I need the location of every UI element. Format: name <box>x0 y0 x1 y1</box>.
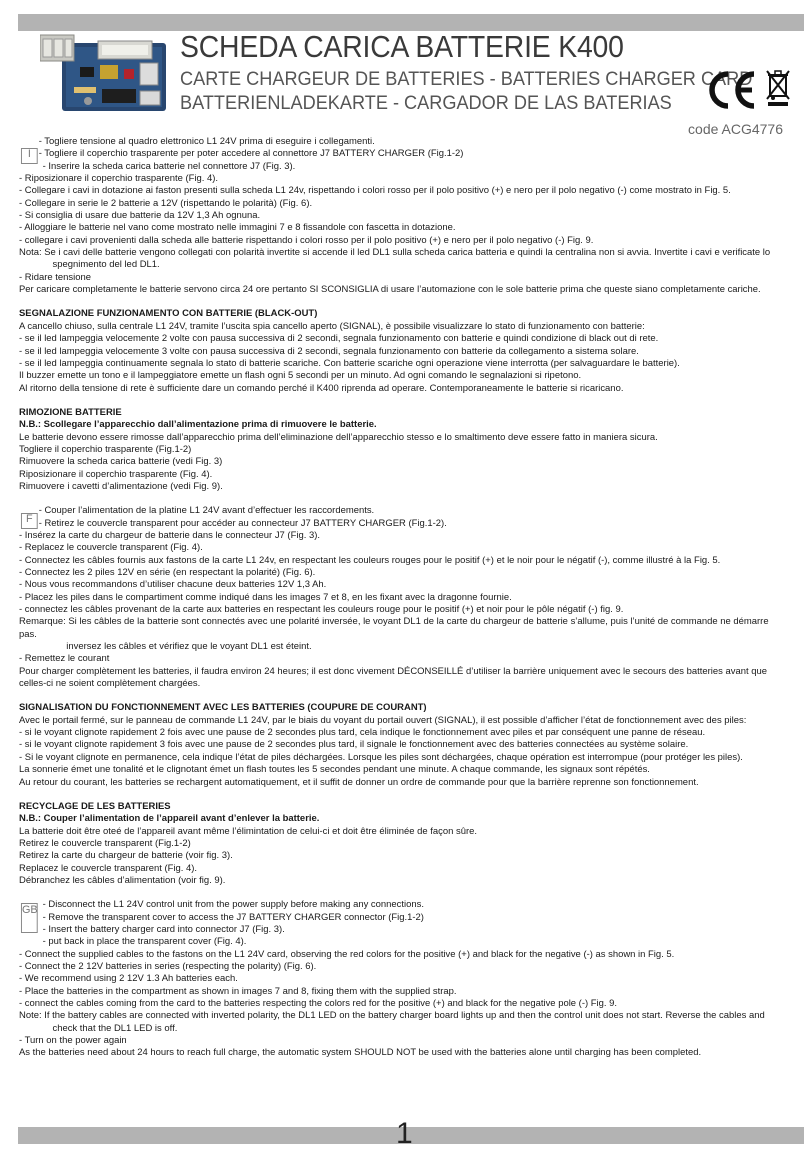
it-remove-line: Rimuovere la scheda carica batterie (vedi Fig. 3) <box>19 456 223 468</box>
it-step-1: - Togliere tensione al quadro elettronico L1 24V prima di eseguire i collegamenti. <box>38 136 375 147</box>
gb-note: Note: If the battery cables are connected with inverted polarity, the DL1 LED on the battery charger board lights up and then the control unit does not start. Reverse the cables and check that the DL1 LED is off. <box>19 1010 765 1034</box>
it-step-5: - Collegare i cavi in dotazione ai faston presenti sulla scheda L1 24v, rispettando i colori rosso per il polo positivo (+) e nero per il polo negativo (-) come mostrato in Fig. 5. <box>19 185 731 197</box>
fr-signal-line: - Si le voyant clignote en permanence, cela indique l’état de piles déchargées. Lorsque les piles sont déchargées, chaque opération est interrompue (pour protéger les piles). <box>19 751 743 763</box>
lang-badge-gb: GB <box>21 903 38 933</box>
fr-charge: Pour charger complètement les batteries, il faudra environ 24 heures; il est donc vivement DÉCONSEILLÉ d’utiliser la barrière uniquement avec le secours des batteries avant que celles-ci ne soient complètement chargées. <box>19 665 767 690</box>
it-step-6: - Collegare in serie le 2 batterie a 12V (rispettando le polarità) (Fig. 6). <box>19 197 313 209</box>
it-signal-line: - se il led lampeggia velocemente 2 volte con pausa successiva di 2 secondi, segnala funzionamento con batterie e quindi condizione di black out di rete. <box>19 333 659 345</box>
section-english <box>19 899 782 1059</box>
fr-recycle-line: Retirez le couvercle transparent (Fig.1-2) <box>19 837 191 849</box>
it-remove-line: Togliere il coperchio trasparente (Fig.1-2) <box>19 443 192 455</box>
it-step-8: - Alloggiare le batterie nel vano come mostrato nelle immagini 7 e 8 fissandole con fascetta in dotazione. <box>19 222 456 234</box>
fr-recycle-line: Retirez la carte du chargeur de batterie (voir fig. 3). <box>19 850 233 862</box>
fr-step-3: - Insérez la carte du chargeur de batterie dans le connecteur J7 (Fig. 3). <box>19 529 320 541</box>
it-signal-heading: SEGNALAZIONE FUNZIONAMENTO CON BATTERIE (BLACK-OUT) <box>19 308 318 320</box>
fr-step-7: - Nous vous recommandons d’utiliser chacune deux batteries 12V 1,3 Ah. <box>19 579 327 591</box>
fr-signal-line: Au retour du courant, les batteries se rechargent automatiquement, et il suffit de donner un ordre de commande pour que la barrière reprenne son fonctionnement. <box>19 776 699 788</box>
it-signal-line: A cancello chiuso, sulla centrale L1 24V, tramite l’uscita spia cancello aperto (SIGNAL), è possibile visualizzare lo stato di funzionamento con batterie: <box>19 320 645 332</box>
gb-step-6: - Connect the 2 12V batteries in series (respecting the polarity) (Fig. 6). <box>19 960 317 972</box>
product-code: code ACG4776 <box>688 121 783 137</box>
fr-recycle-line: La batterie doit être oteé de l’appareil avant même l’élimintation de celui-ci et doit être éliminée de façon sûre. <box>19 825 478 837</box>
fr-step-2: - Retirez le couvercle transparent pour accéder au connecteur J7 BATTERY CHARGER (Fig.1-2). <box>38 517 447 529</box>
gb-step-4: - put back in place the transparent cover (Fig. 4). <box>42 936 247 948</box>
fr-note-continued: inversez les câbles et vérifiez que le voyant DL1 est éteint. <box>66 641 312 653</box>
fr-signal-heading: SIGNALISATION DU FONCTIONNEMENT AVEC LES BATTERIES (COUPURE DE COURANT) <box>19 702 427 714</box>
it-remove-nb: N.B.: Scollegare l’apparecchio dall’alimentazione prima di rimuovere le batterie. <box>19 419 377 431</box>
fr-recycle-nb: N.B.: Couper l’alimentation de l’appareil avant d’enlever la batterie. <box>19 813 320 825</box>
it-step-3: - Inserire la scheda carica batterie nel connettore J7 (Fig. 3). <box>42 160 296 172</box>
it-step-9: - collegare i cavi provenienti dalla scheda alle batterie rispettando i colori rosso per il polo positivo (+) e nero per il polo negativo (-) Fig. 9. <box>19 234 594 246</box>
it-signal-line: Al ritorno della tensione di rete è sufficiente dare un comando perché il K400 riprenda ad operare. Contemporaneamente le batterie si ricaricano. <box>19 382 624 394</box>
page-number: 1 <box>396 1117 413 1150</box>
it-signal-line: - se il led lampeggia continuamente segnala lo stato di batterie scariche. Con batterie scariche ogni operazione viene interrotta (per salvaguardare le batterie). <box>19 357 680 369</box>
page-title: SCHEDA CARICA BATTERIE K400 <box>180 30 624 64</box>
fr-signal-line: Avec le portail fermé, sur le panneau de commande L1 24V, par le biais du voyant du portail ouvert (SIGNAL), il est possible d’afficher l’état de fonctionnement avec des piles: <box>19 714 747 726</box>
it-remove-heading: RIMOZIONE BATTERIE <box>19 406 122 418</box>
gb-step-7: - We recommend using 2 12V 1.3 Ah batteries each. <box>19 973 238 985</box>
fr-step-5: - Connectez les câbles fournis aux fastons de la carte L1 24v, en respectant les couleurs rouges pour le positif (+) et le noir pour le négatif (-), comme illustré à la Fig. 5. <box>19 554 721 566</box>
fr-power: - Remettez le courant <box>19 653 110 665</box>
subtitle-french-english: CARTE CHARGEUR DE BATTERIES - BATTERIES CHARGER CARD <box>180 68 753 90</box>
fr-recycle-line: Replacez le couvercle transparent (Fig. 4). <box>19 862 198 874</box>
it-power: - Ridare tensione <box>19 271 91 283</box>
fr-step-4: - Replacez le couvercle transparent (Fig. 4). <box>19 542 203 554</box>
gb-step-2: - Remove the transparent cover to access the J7 BATTERY CHARGER connector (Fig.1-2) <box>42 911 424 923</box>
it-step-4: - Riposizionare il coperchio trasparente (Fig. 4). <box>19 173 219 185</box>
ce-mark-icon <box>706 68 758 112</box>
fr-step-9: - connectez les câbles provenant de la carte aux batteries en respectant les couleurs rouge pour le positif (+) et noir pour le pôle négatif (-) fig. 9. <box>19 604 624 616</box>
crossed-bin-icon <box>765 68 791 108</box>
subtitle-german-spanish: BATTERIENLADEKARTE - CARGADOR DE LAS BATERIAS <box>180 92 672 114</box>
fr-note: Remarque: Si les câbles de la batterie sont connectés avec une polarité inversée, le voyant DL1 de la carte du chargeur de batterie s’allume, puis l’unité de commande ne démarre pas. <box>19 616 769 640</box>
fr-step-6: - Connectez les 2 piles 12V en série (en respectant la polarité) (Fig. 6). <box>19 567 316 578</box>
top-decorative-bar <box>18 14 804 31</box>
section-french <box>19 505 782 887</box>
fr-step-8: - Placez les piles dans le compartiment comme indiqué dans les images 7 et 8, en les fixant avec la dragonne fournie. <box>19 591 512 603</box>
fr-recycle-heading: RECYCLAGE DE LES BATTERIES <box>19 800 171 812</box>
it-remove-line: Riposizionare il coperchio trasparente (Fig. 4). <box>19 468 213 480</box>
gb-step-1: - Disconnect the L1 24V control unit from the power supply before making any connections. <box>42 899 425 911</box>
fr-signal-line: - si le voyant clignote rapidement 2 fois avec une pause de 2 secondes plus tard, cela indique le fonctionnement avec piles et par conséquent une panne de réseau. <box>19 727 706 739</box>
it-remove-line: Le batterie devono essere rimosse dall’apparecchio prima dell’eliminazione dell’apparecchio stesso e lo smaltimento deve essere fatto in maniera sicura. <box>19 431 658 443</box>
gb-step-3: - Insert the battery charger card into connector J7 (Fig. 3). <box>42 923 285 935</box>
it-step-2: - Togliere il coperchio trasparente per poter accedere al connettore J7 BATTERY CHARGER (Fig.1-2) <box>38 148 464 160</box>
gb-step-9: - connect the cables coming from the card to the batteries respecting the colors red for the positive (+) and black for the negative pole (-) Fig. 9. <box>19 998 618 1009</box>
lang-badge-fr: F <box>21 513 38 529</box>
fr-signal-line: La sonnerie émet une tonalité et le clignotant émet un flash toutes les 5 secondes pendant une minute. A chaque commande, les signaux sont répétés. <box>19 764 650 776</box>
it-remove-line: Rimuovere i cavetti d’alimentazione (vedi Fig. 9). <box>19 480 223 492</box>
fr-signal-line: - si le voyant clignote rapidement 3 fois avec une pause de 2 secondes plus tard, il signale le fonctionnement avec des batteries connectées au système solaire. <box>19 739 689 751</box>
gb-step-8: - Place the batteries in the compartment as shown in images 7 and 8, fixing them with the supplied strap. <box>19 985 457 997</box>
fr-step-1: - Couper l’alimentation de la platine L1 24V avant d’effectuer les raccordements. <box>38 505 375 517</box>
gb-step-5: - Connect the supplied cables to the fastons on the L1 24V card, observing the red colors for the positive (+) and black for the negative (-) as shown in Fig. 5. <box>19 948 675 960</box>
it-step-7: - Si consiglia di usare due batterie da 12V 1,3 Ah ognuna. <box>19 210 261 222</box>
gb-charge: As the batteries need about 24 hours to reach full charge, the automatic system SHOULD NOT be used with the batteries alone until charging has been completed. <box>19 1047 702 1059</box>
it-signal-line: - se il led lampeggia velocemente 3 volte con pausa successiva di 2 secondi, segnala funzionamento con batterie da collegamento a sistema solare. <box>19 345 639 357</box>
it-charge: Per caricare completamente le batterie servono circa 24 ore pertanto SI SCONSIGLIA di usare l’automazione con le sole batterie prima che queste siano completamente cariche. <box>19 284 761 296</box>
document-body <box>19 136 782 1060</box>
fr-recycle-line: Débranchez les câbles d’alimentation (voir fig. 9). <box>19 874 226 886</box>
circuit-board-photo <box>40 33 168 113</box>
lang-badge-it: I <box>21 148 38 164</box>
it-signal-line: Il buzzer emette un tono e il lampeggiatore emette un flash ogni 5 secondi per un minuto. Ad ogni comando le segnalazioni si ripetono. <box>19 370 582 382</box>
it-note: Nota: Se i cavi delle batterie vengono collegati con polarità invertite si accende il led DL1 sulla scheda carica batteria e quindi la centralina non si avvia. Invertite i cavi e verificate lo spegnimento del led DL1. <box>19 247 771 271</box>
section-italian <box>19 136 782 493</box>
gb-power: - Turn on the power again <box>19 1035 127 1047</box>
